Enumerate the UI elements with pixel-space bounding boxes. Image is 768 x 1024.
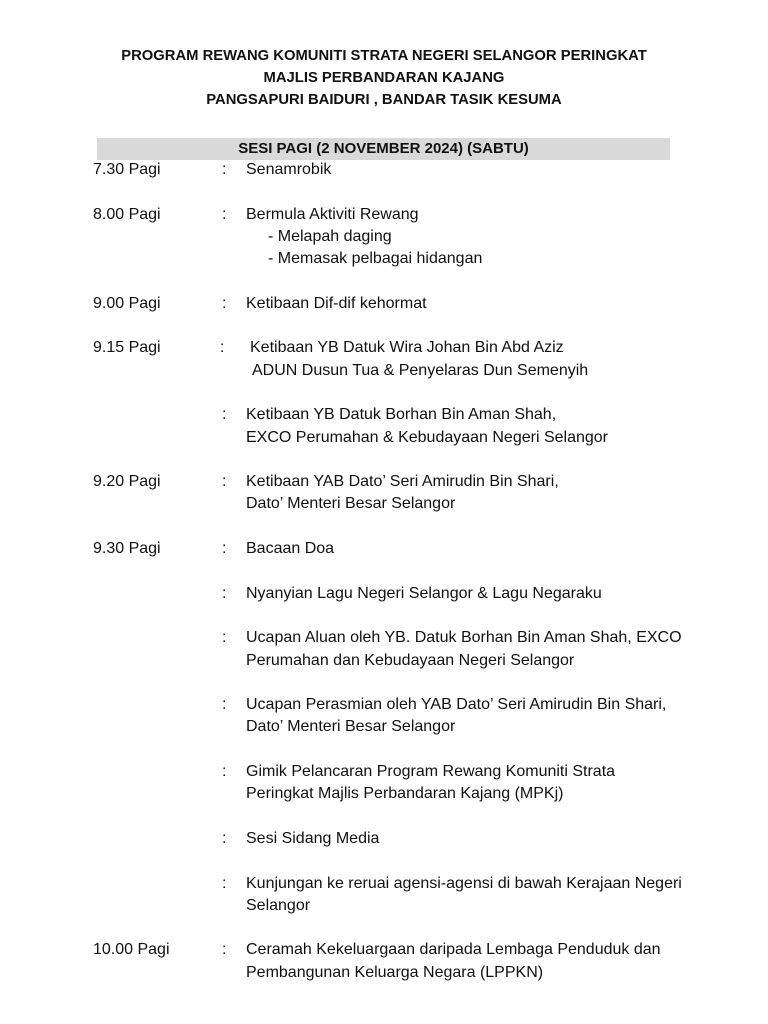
title-line-1: PROGRAM REWANG KOMUNITI STRATA NEGERI SELANGOR PERINGKAT xyxy=(121,48,647,64)
entry-line: Ucapan Aluan oleh YB. Datuk Borhan Bin Aman Shah, EXCO xyxy=(246,629,682,647)
entry-line: Ceramah Kekeluargaan daripada Lembaga Penduduk dan xyxy=(246,941,661,959)
entry-description xyxy=(246,694,753,739)
schedule-entry xyxy=(93,159,753,181)
entry-description xyxy=(246,293,753,315)
entry-line: ADUN Dusun Tua & Penyelaras Dun Semenyih xyxy=(252,361,589,379)
schedule-entry xyxy=(93,337,753,382)
schedule-list xyxy=(93,159,753,1006)
entry-separator: : xyxy=(222,763,227,781)
entry-line: Ketibaan Dif-dif kehormat xyxy=(246,294,427,312)
entry-line: Selangor xyxy=(246,896,311,914)
entry-subitem: - Melapah daging xyxy=(268,227,392,245)
entry-line: Peringkat Majlis Perbandaran Kajang (MPKj) xyxy=(246,785,564,803)
entry-line: Nyanyian Lagu Negeri Selangor & Lagu Negaraku xyxy=(246,584,602,602)
schedule-entry xyxy=(93,828,753,850)
entry-line: Ketibaan YB Datuk Wira Johan Bin Abd Aziz xyxy=(250,339,564,357)
entry-separator: : xyxy=(222,874,227,892)
entry-line: Kunjungan ke reruai agensi-agensi di bawah Kerajaan Negeri xyxy=(246,874,682,892)
entry-line: Ketibaan YAB Dato’ Seri Amirudin Bin Shari, xyxy=(246,473,559,491)
schedule-entry xyxy=(93,873,753,918)
schedule-entry xyxy=(93,204,753,271)
entry-time: 9.20 Pagi xyxy=(93,473,161,491)
schedule-entry xyxy=(93,694,753,739)
entry-separator: : xyxy=(222,941,227,959)
entry-line: Senamrobik xyxy=(246,161,332,178)
entry-line: Bacaan Doa xyxy=(246,540,335,558)
schedule-entry xyxy=(93,538,753,560)
entry-time: 7.30 Pagi xyxy=(93,161,161,178)
entry-separator: : xyxy=(222,584,227,602)
entry-separator: : xyxy=(222,629,227,647)
entry-separator: : xyxy=(222,294,227,312)
schedule-entry xyxy=(93,939,753,984)
entry-description xyxy=(246,159,753,181)
session-bar: SESI PAGI (2 NOVEMBER 2024) (SABTU) xyxy=(97,138,670,160)
entry-separator: : xyxy=(222,406,227,424)
entry-description xyxy=(246,939,753,984)
entry-description xyxy=(246,761,753,806)
entry-line: Sesi Sidang Media xyxy=(246,829,380,847)
entry-subitem: - Memasak pelbagai hidangan xyxy=(268,250,483,268)
entry-time: 9.30 Pagi xyxy=(93,540,161,558)
entry-description xyxy=(246,828,753,850)
schedule-entry xyxy=(93,404,753,449)
schedule-entry xyxy=(93,583,753,605)
entry-time: 9.15 Pagi xyxy=(93,339,161,357)
entry-line: Gimik Pelancaran Program Rewang Komuniti Strata xyxy=(246,763,616,781)
title-line-2: MAJLIS PERBANDARAN KAJANG xyxy=(263,70,505,86)
entry-time: 8.00 Pagi xyxy=(93,205,161,223)
schedule-entry xyxy=(93,761,753,806)
entry-separator: : xyxy=(222,829,227,847)
schedule-entry xyxy=(93,627,753,672)
entry-line: EXCO Perumahan & Kebudayaan Negeri Selangor xyxy=(246,428,608,446)
entry-separator: : xyxy=(222,473,227,491)
schedule-entry xyxy=(93,471,753,516)
entry-line: Pembangunan Keluarga Negara (LPPKN) xyxy=(246,963,544,981)
entry-description xyxy=(246,204,753,271)
entry-line: Dato’ Menteri Besar Selangor xyxy=(246,718,456,736)
entry-separator: : xyxy=(222,161,227,178)
entry-separator: : xyxy=(220,339,225,357)
entry-line: Ketibaan YB Datuk Borhan Bin Aman Shah, xyxy=(246,406,557,424)
entry-separator: : xyxy=(222,540,227,558)
entry-description xyxy=(246,583,753,605)
entry-line: Ucapan Perasmian oleh YAB Dato’ Seri Amirudin Bin Shari, xyxy=(246,696,667,714)
entry-description xyxy=(246,471,753,516)
entry-description xyxy=(246,873,753,918)
entry-line: Perumahan dan Kebudayaan Negeri Selangor xyxy=(246,651,575,669)
entry-description xyxy=(246,337,753,382)
entry-description xyxy=(246,627,753,672)
document-header xyxy=(0,45,768,111)
entry-line: Bermula Aktiviti Rewang xyxy=(246,205,419,223)
schedule-entry xyxy=(93,293,753,315)
entry-separator: : xyxy=(222,205,227,223)
entry-line: Dato’ Menteri Besar Selangor xyxy=(246,495,456,513)
entry-separator: : xyxy=(222,696,227,714)
entry-time: 10.00 Pagi xyxy=(93,941,170,959)
entry-description xyxy=(246,538,753,560)
entry-time: 9.00 Pagi xyxy=(93,294,161,312)
entry-description xyxy=(246,404,753,449)
title-line-3: PANGSAPURI BAIDURI , BANDAR TASIK KESUMA xyxy=(206,92,562,108)
